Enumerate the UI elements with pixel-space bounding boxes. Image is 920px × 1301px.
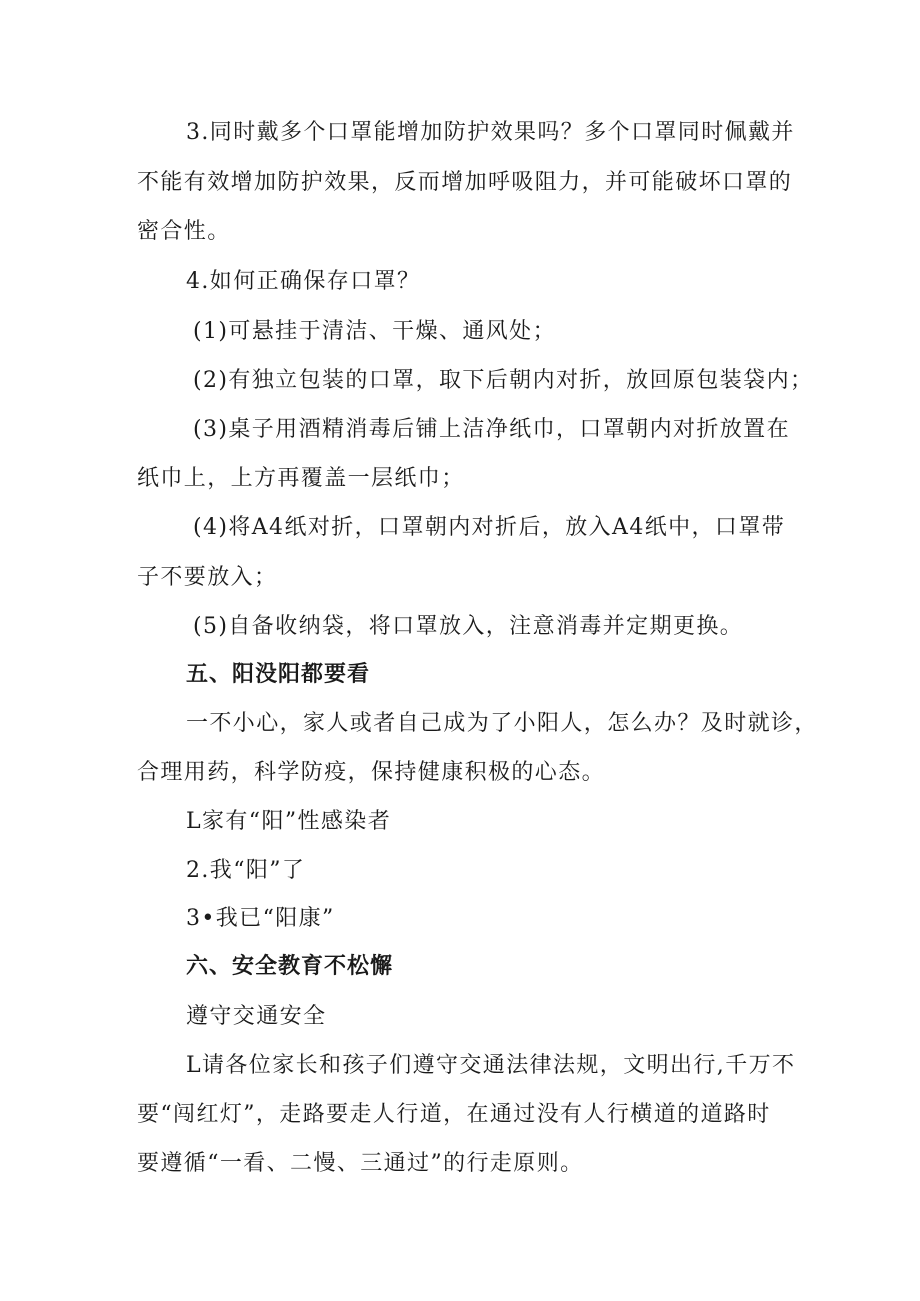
paragraph-line: 3.同时戴多个口罩能增加防护效果吗？多个口罩同时佩戴并 [186, 120, 795, 145]
list-item: (1)可悬挂于清洁、干燥、通风处； [193, 319, 556, 344]
paragraph-line: 要遵循“一看、二慢、三通过”的行走原则。 [137, 1151, 584, 1176]
paragraph-line: 不能有效增加防护效果，反而增加呼吸阻力，并可能破坏口罩的 [137, 170, 793, 195]
subheading: 遵守交通安全 [186, 1004, 327, 1029]
paragraph-line: 一不小心，家人或者自己成为了小阳人，怎么办？及时就诊， [186, 711, 818, 736]
list-item: L家有“阳”性感染者 [186, 809, 392, 834]
list-item: (3)桌子用酒精消毒后铺上洁净纸巾，口罩朝内对折放置在 [193, 417, 790, 442]
paragraph-line: 合理用药，科学防疫，保持健康积极的心态。 [137, 760, 606, 785]
paragraph-line: 4.如何正确保存口罩？ [186, 269, 421, 294]
list-item-continuation: 纸巾上，上方再覆盖一层纸巾； [137, 466, 465, 491]
paragraph-line: 要“闯红灯”，走路要走人行道，在通过没有人行横道的道路时 [137, 1102, 771, 1127]
list-item: (5)自备收纳袋，将口罩放入，注意消毒并定期更换。 [193, 614, 744, 639]
section-heading: 五、阳没阳都要看 [186, 662, 371, 687]
list-item: 2.我“阳”了 [186, 858, 306, 883]
list-item-continuation: 子不要放入； [137, 565, 278, 590]
section-heading: 六、安全教育不松懈 [186, 954, 394, 979]
list-item: 3•我已“阳康” [186, 906, 335, 931]
list-item: (2)有独立包装的口罩，取下后朝内对折，放回原包装袋内； [193, 368, 814, 393]
paragraph-line: L请各位家长和孩子们遵守交通法律法规，文明出行,千万不 [186, 1053, 796, 1078]
paragraph-line: 密合性。 [137, 219, 231, 244]
list-item: (4)将A4纸对折，口罩朝内对折后，放入A4纸中，口罩带 [193, 515, 786, 540]
